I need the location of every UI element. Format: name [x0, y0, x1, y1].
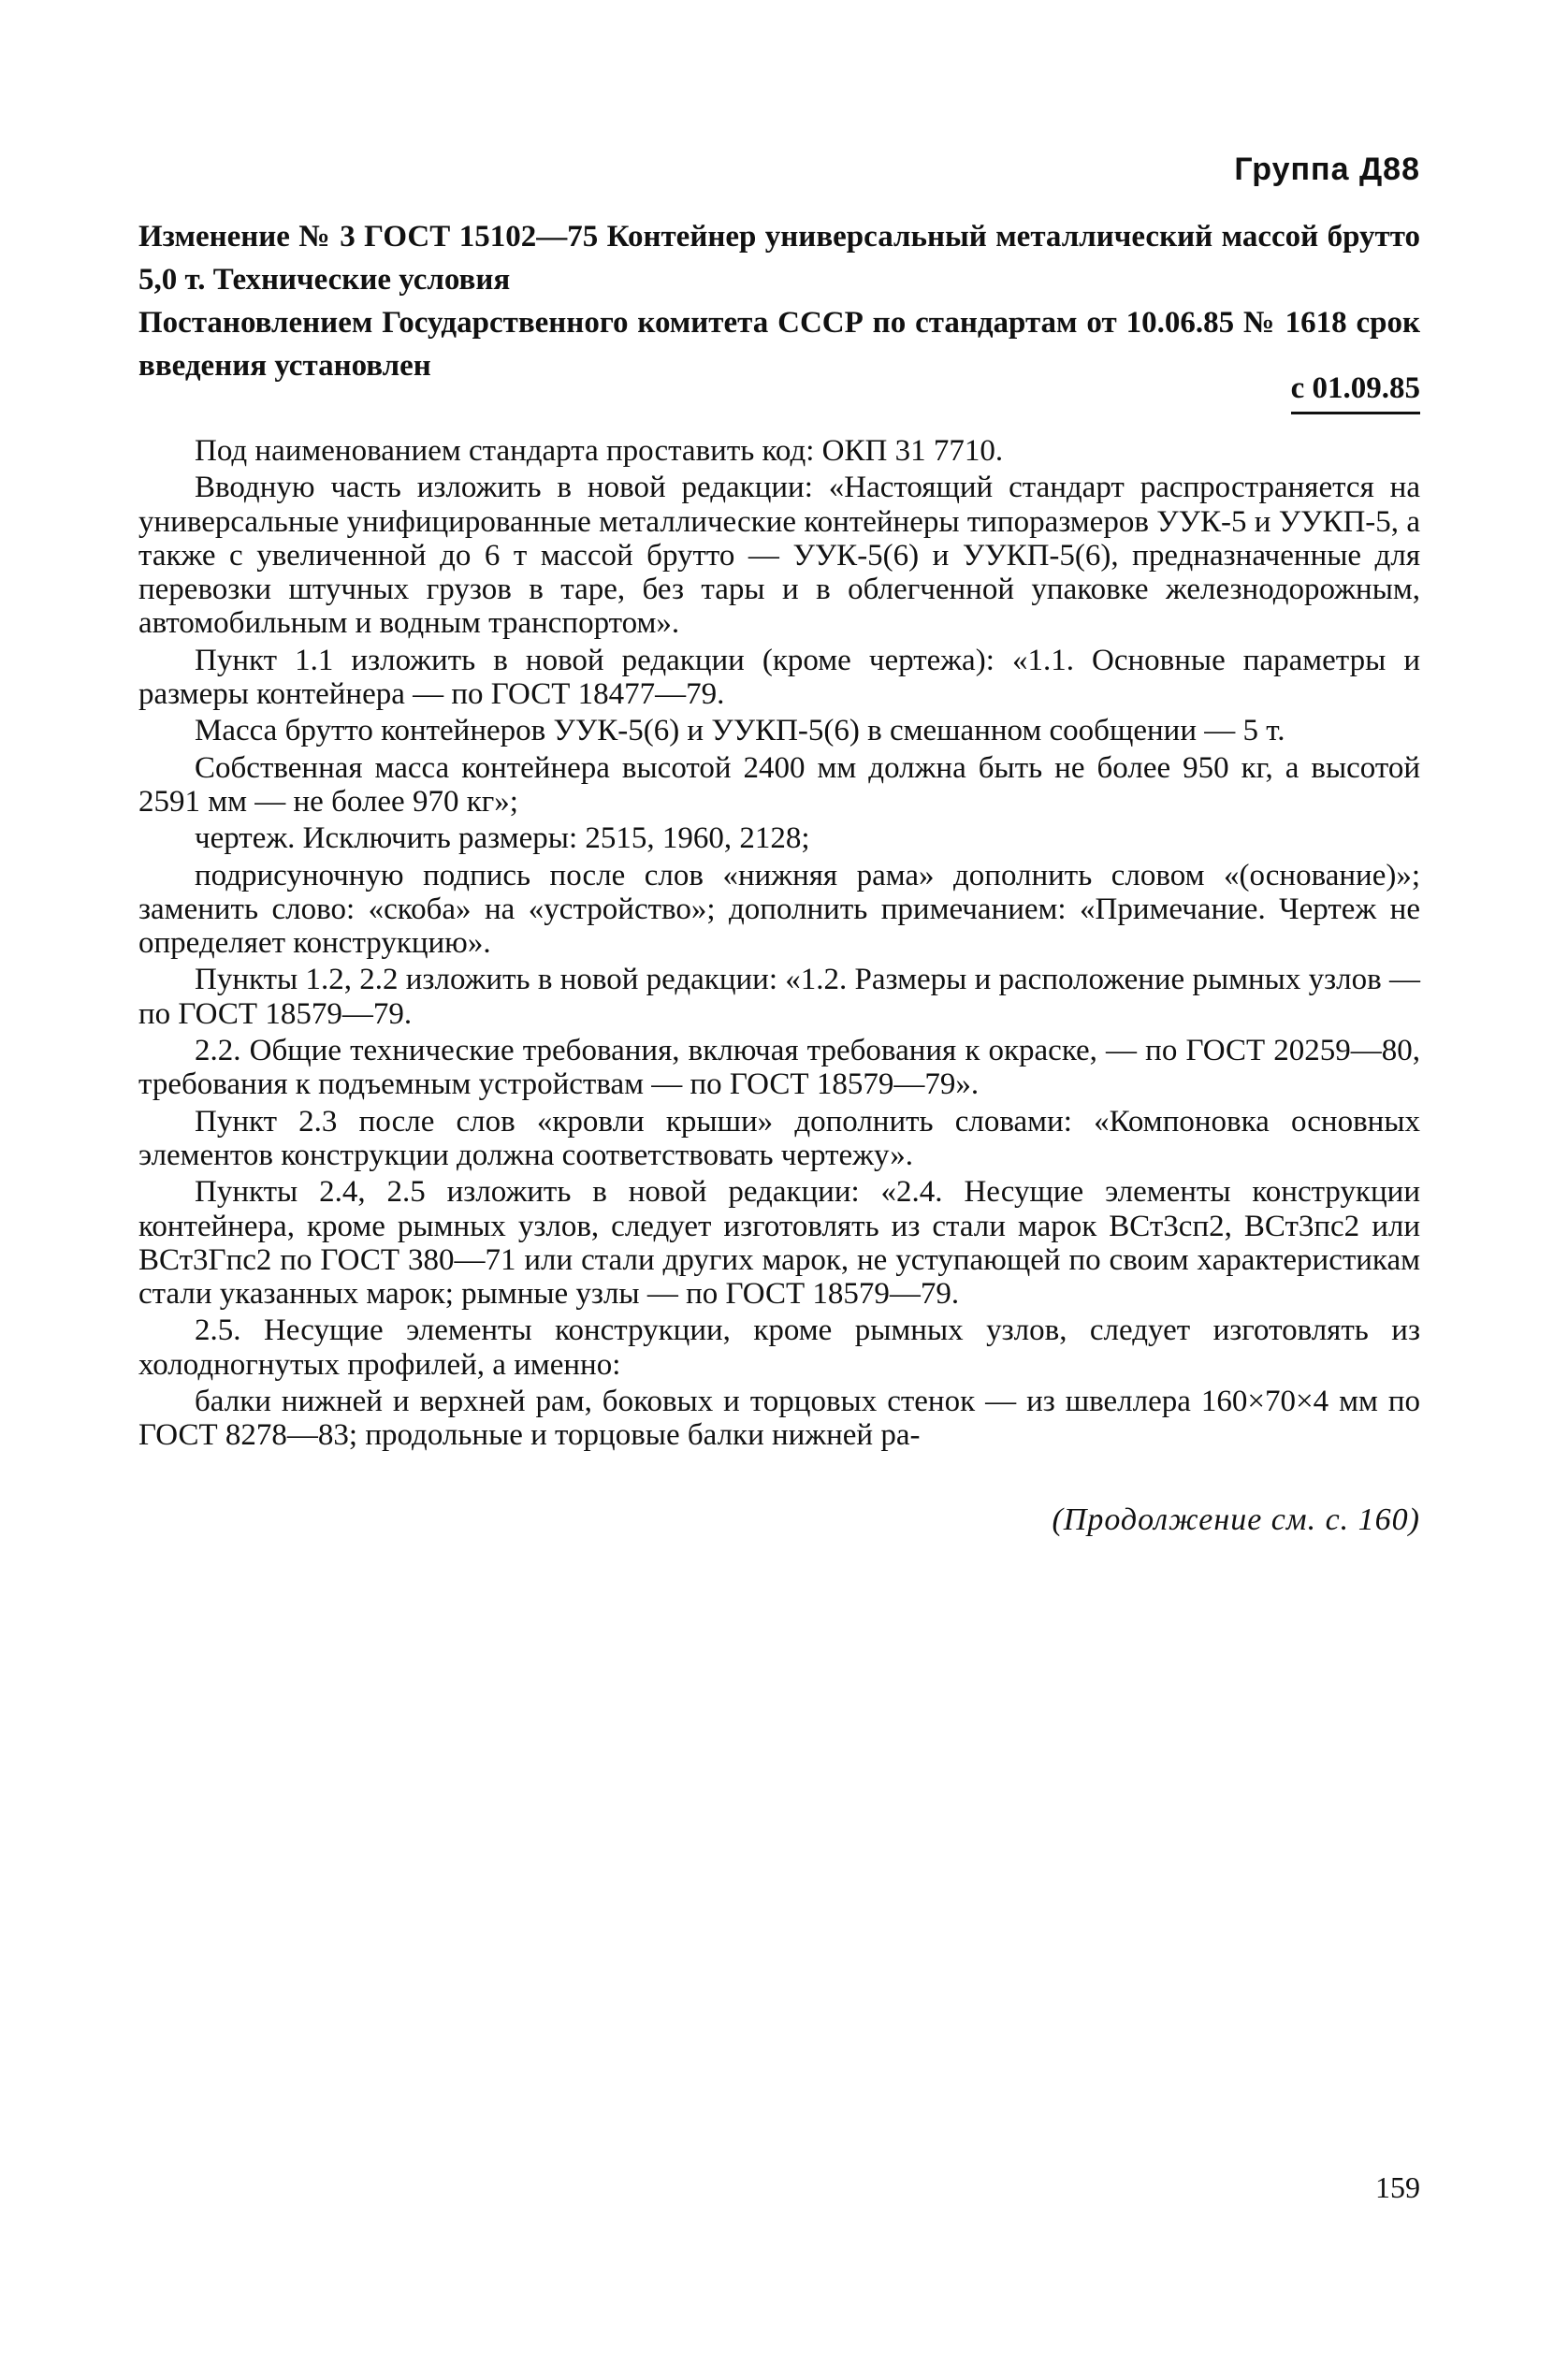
continuation-note: (Продолжение см. с. 160) — [1052, 1502, 1420, 1537]
paragraph: Пункты 1.2, 2.2 изложить в новой редакции: «1.2. Размеры и расположение рымных узлов — по ГОСТ 18579—79. — [138, 963, 1420, 1031]
page-number: 159 — [1375, 2170, 1420, 2204]
paragraph: Вводную часть изложить в новой редакции: «Настоящий стандарт распространяется на универсальные унифицированные металлические контейнеры типоразмеров УУК-5 и УУКП-5, а также с увеличенной до 6 т массой брутто — УУК-5(6) и УУКП-5(6), предназначенные для перевозки штучных грузов в таре, без тары и в облегченной упаковке железнодорожным, автомобильным и водным транспортом». — [138, 471, 1420, 641]
paragraph: 2.5. Несущие элементы конструкции, кроме рымных узлов, следует изготовлять из холодногнутых профилей, а именно: — [138, 1313, 1420, 1382]
group-code: Группа Д88 — [1234, 152, 1420, 187]
effective-date-block — [1291, 367, 1420, 414]
paragraph: Пункт 1.1 изложить в новой редакции (кроме чертежа): «1.1. Основные параметры и размеры контейнера — по ГОСТ 18477—79. — [138, 643, 1420, 712]
paragraph: Под наименованием стандарта проставить код: ОКП 31 7710. — [195, 434, 1004, 468]
amendment-title: Изменение № 3 ГОСТ 15102—75 Контейнер универсальный металлический массой брутто 5,0 т. Технические условия — [138, 220, 1420, 297]
paragraph: Масса брутто контейнеров УУК-5(6) и УУКП-5(6) в смешанном сообщении — 5 т. — [195, 714, 1285, 748]
document-body — [138, 434, 1420, 1456]
paragraph: 2.2. Общие технические требования, включая требования к окраске, — по ГОСТ 20259—80, требования к подъемным устройствам — по ГОСТ 18579—79». — [138, 1034, 1420, 1102]
paragraph: Собственная масса контейнера высотой 2400 мм должна быть не более 950 кг, а высотой 2591 мм — не более 970 кг»; — [138, 750, 1420, 819]
paragraph: Пункты 2.4, 2.5 изложить в новой редакции: «2.4. Несущие элементы конструкции контейнера, кроме рымных узлов, следует изготовлять из стали марок ВСт3сп2, ВСт3пс2 или ВСт3Гпс2 по ГОСТ 380—71 или стали других марок, не уступающей по своим характеристикам стали указанных марок; рымные узлы — по ГОСТ 18579—79. — [138, 1175, 1420, 1312]
paragraph: подрисуночную подпись после слов «нижняя рама» дополнить словом «(основание)»; заменить слово: «скоба» на «устройство»; дополнить примечанием: «Примечание. Чертеж не определяет конструкцию». — [138, 858, 1420, 961]
paragraph: балки нижней и верхней рам, боковых и торцовых стенок — из швеллера 160×70×4 мм по ГОСТ 8278—83; продольные и торцовые балки нижней ра- — [138, 1385, 1420, 1453]
paragraph: чертеж. Исключить размеры: 2515, 1960, 2128; — [195, 821, 810, 856]
decree-statement: Постановлением Государственного комитета СССР по стандартам от 10.06.85 № 1618 срок введения установлен — [138, 306, 1420, 383]
paragraph: Пункт 2.3 после слов «кровли крыши» дополнить словами: «Компоновка основных элементов конструкции должна соответствовать чертежу». — [138, 1104, 1420, 1172]
effective-date: с 01.09.85 — [1291, 367, 1420, 414]
